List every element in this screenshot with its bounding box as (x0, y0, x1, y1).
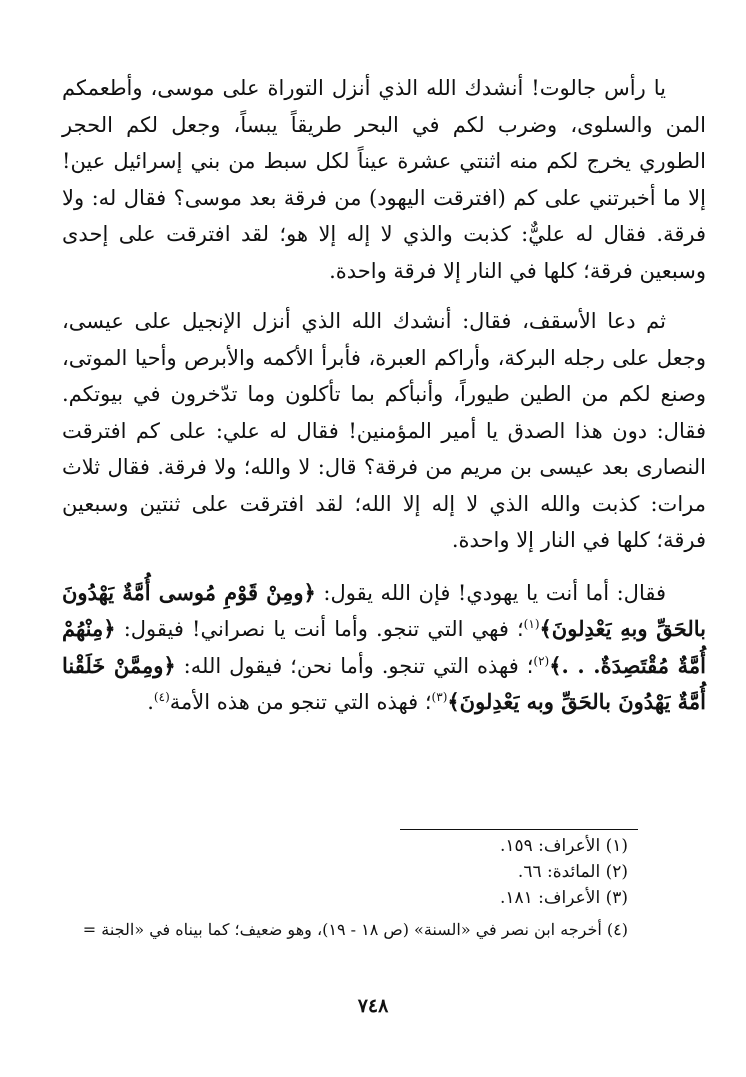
footnote-divider (400, 829, 638, 830)
paragraph-3-segment: ؛ فهذه التي تنجو. وأما نحن؛ فيقول الله: (175, 653, 534, 678)
footnote-3: (٣) الأعراف: ١٨١. (499, 888, 628, 908)
footnote-ref: (٤) (153, 690, 170, 704)
paragraph-3 (62, 575, 706, 721)
page-number: ٧٤٨ (357, 995, 389, 1017)
paragraph-2 (62, 303, 706, 559)
main-text (62, 70, 706, 721)
footnotes (60, 833, 706, 943)
paragraph-3-segment: فقال: أما أنت يا يهودي! فإن الله يقول: (315, 580, 667, 605)
footnote-1: (١) الأعراف: ١٥٩. (499, 836, 628, 856)
footnote-ref: (٣) (431, 690, 448, 704)
paragraph-2-text: ثم دعا الأسقف، فقال: أنشدك الله الذي أنزل الإنجيل على عيسى، وجعل على رجله البركة، وأراكم العبرة، فأبرأ الأكمه والأبرص وأحيا الموتى، وصنع لكم من الطين طيوراً، وأنبأكم بما تأكلون وما تدّخرون في بيوتكم. فقال: دون هذا الصدق يا أمير المؤمنين! فقال له علي: على كم افترقت النصارى بعد عيسى بن مريم من فرقة؟ قال: لا والله؛ ولا فرقة. فقال ثلاث مرات: كذبت والله الذي لا إله إلا الله؛ لقد افترقت على ثنتين وسبعين فرقة؛ كلها في النار إلا واحدة. (62, 309, 706, 552)
footnote-ref: (١) (523, 617, 540, 631)
footnote-2: (٢) المائدة: ٦٦. (517, 862, 628, 882)
quran-verse: ﴿ومِمَّنْ خَلَقْنا أُمَّةٌ يَهْدُونَ بالحَقِّ وبه يَعْدِلونَ﴾ (62, 652, 706, 714)
paragraph-1-text: يا رأس جالوت! أنشدك الله الذي أنزل التوراة على موسى، وأطعمكم المن والسلوى، وضرب لكم في البحر طريقاً يبساً، وجعل لكم الحجر الطوري يخرج لكم منه اثنتي عشرة عيناً لكل سبط من بني إسرائيل عين! إلا ما أخبرتني على كم (افترقت اليهود) من فرقة بعد موسى؟ فقال له: ولا فرقة. فقال له عليٌّ: كذبت والذي لا إله إلا هو؛ لقد افترقت على إحدى وسبعين فرقة؛ كلها في النار إلا فرقة واحدة. (62, 76, 706, 283)
paragraph-3-segment: . (147, 690, 154, 714)
paragraph-3-segment: ؛ فهي التي تنجو. وأما أنت يا نصراني! فيقول: (115, 617, 524, 641)
paragraph-3-segment: ؛ فهذه التي تنجو من هذه الأمة (169, 690, 432, 714)
footnote-4: (٤) أخرجه ابن نصر في «السنة» (ص ١٨ - ١٩)، وهو ضعيف؛ كما بيناه في «الجنة = (82, 920, 628, 939)
quran-verse: ﴿ومِنْ قَوْمِ مُوسى أُمَّةٌ يَهْدُونَ بالحَقِّ وبهِ يَعْدِلونَ﴾ (62, 579, 706, 641)
footnote-ref: (٢) (533, 653, 550, 668)
paragraph-1 (62, 70, 706, 289)
quran-verse: ﴿مِنْهُمْ أُمَّةٌ مُقْتَصِدَةٌ. . .﴾ (62, 616, 706, 678)
